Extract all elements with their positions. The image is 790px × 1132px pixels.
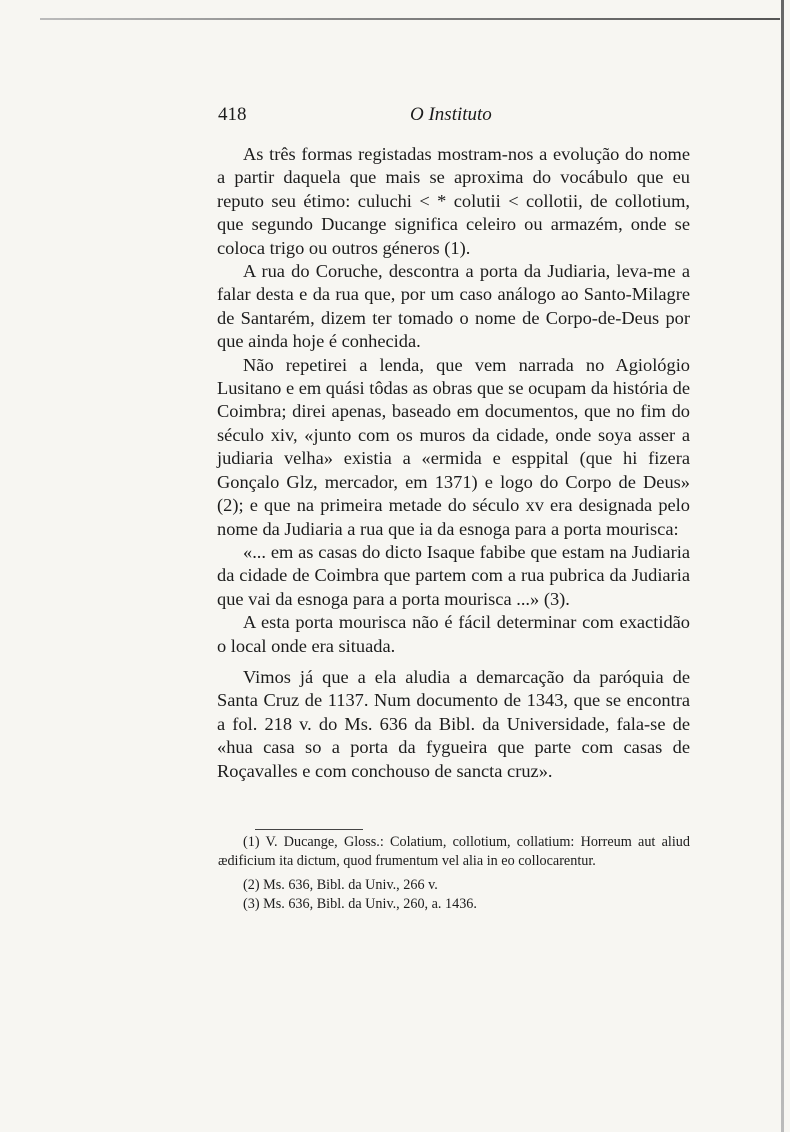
quotation: «... em as casas do dicto Isaque fabibe que estam na Judiaria da cidade de Coimbra que partem com a rua pubrica da Judiaria que vai da esnoga para a porta mourisca ...» (3). [217, 541, 690, 609]
page-number: 418 [218, 104, 247, 125]
paragraph: Vimos já que a ela aludia a demarcação da paróquia de Santa Cruz de 1137. Num documento de 1343, que se encontra a fol. 218 v. do Ms. 636 da Bibl. da Universidade, fala-se de «hua casa so a porta da fygueira que parte com casas de Roçavalles e com conchouso de sancta cruz». [217, 666, 690, 781]
footnotes [218, 833, 690, 914]
footnote: (2) Ms. 636, Bibl. da Univ., 266 v. [243, 877, 438, 893]
paragraph: A rua do Coruche, descontra a porta da Judiaria, leva-me a falar desta e da rua que, por um caso análogo ao Santo-Milagre de Santarém, dizem ter tomado o nome de Corpo-de-Deus por que ainda hoje é conhecida. [217, 261, 690, 352]
footnote-divider [255, 829, 363, 830]
paragraph: A esta porta mourisca não é fácil determinar com exactidão o local onde era situada. [217, 612, 690, 656]
body-text [217, 143, 690, 783]
page-right-edge [781, 0, 784, 1132]
footnote: (1) V. Ducange, Gloss.: Colatium, collotium, collatium: Horreum aut aliud ædificium ita dictum, quod frumentum vel alia in eo collocarentur. [218, 834, 690, 869]
paragraph: Não repetirei a lenda, que vem narrada no Agiológio Lusitano e em quási tôdas as obras que se ocupam da história de Coimbra; direi apenas, baseado em documentos, que no fim do século xiv, «junto com os muros da cidade, onde soya asser a judiaria velha» existia a «ermida e espрital (que hi fizera Gonçalo Glz, mercador, em 1371) e logo do Corpo de Deus» (2); e que na primeira metade do século xv era designada pelo nome da Judiaria a rua que ia da esnoga para a porta mourisca: [217, 354, 690, 539]
running-title: O Instituto [410, 104, 492, 125]
page-header [218, 104, 688, 130]
paragraph: As três formas registadas mostram-nos a evolução do nome a partir daquela que mais se aproxima do vocábulo que eu reputo seu étimo: culuchi < * colutii < collotii, de collotium, que segundo Ducange significa celeiro ou armazém, onde se coloca trigo ou outros géneros (1). [217, 144, 690, 258]
page-top-edge [40, 18, 780, 20]
footnote: (3) Ms. 636, Bibl. da Univ., 260, a. 1436. [243, 896, 477, 912]
